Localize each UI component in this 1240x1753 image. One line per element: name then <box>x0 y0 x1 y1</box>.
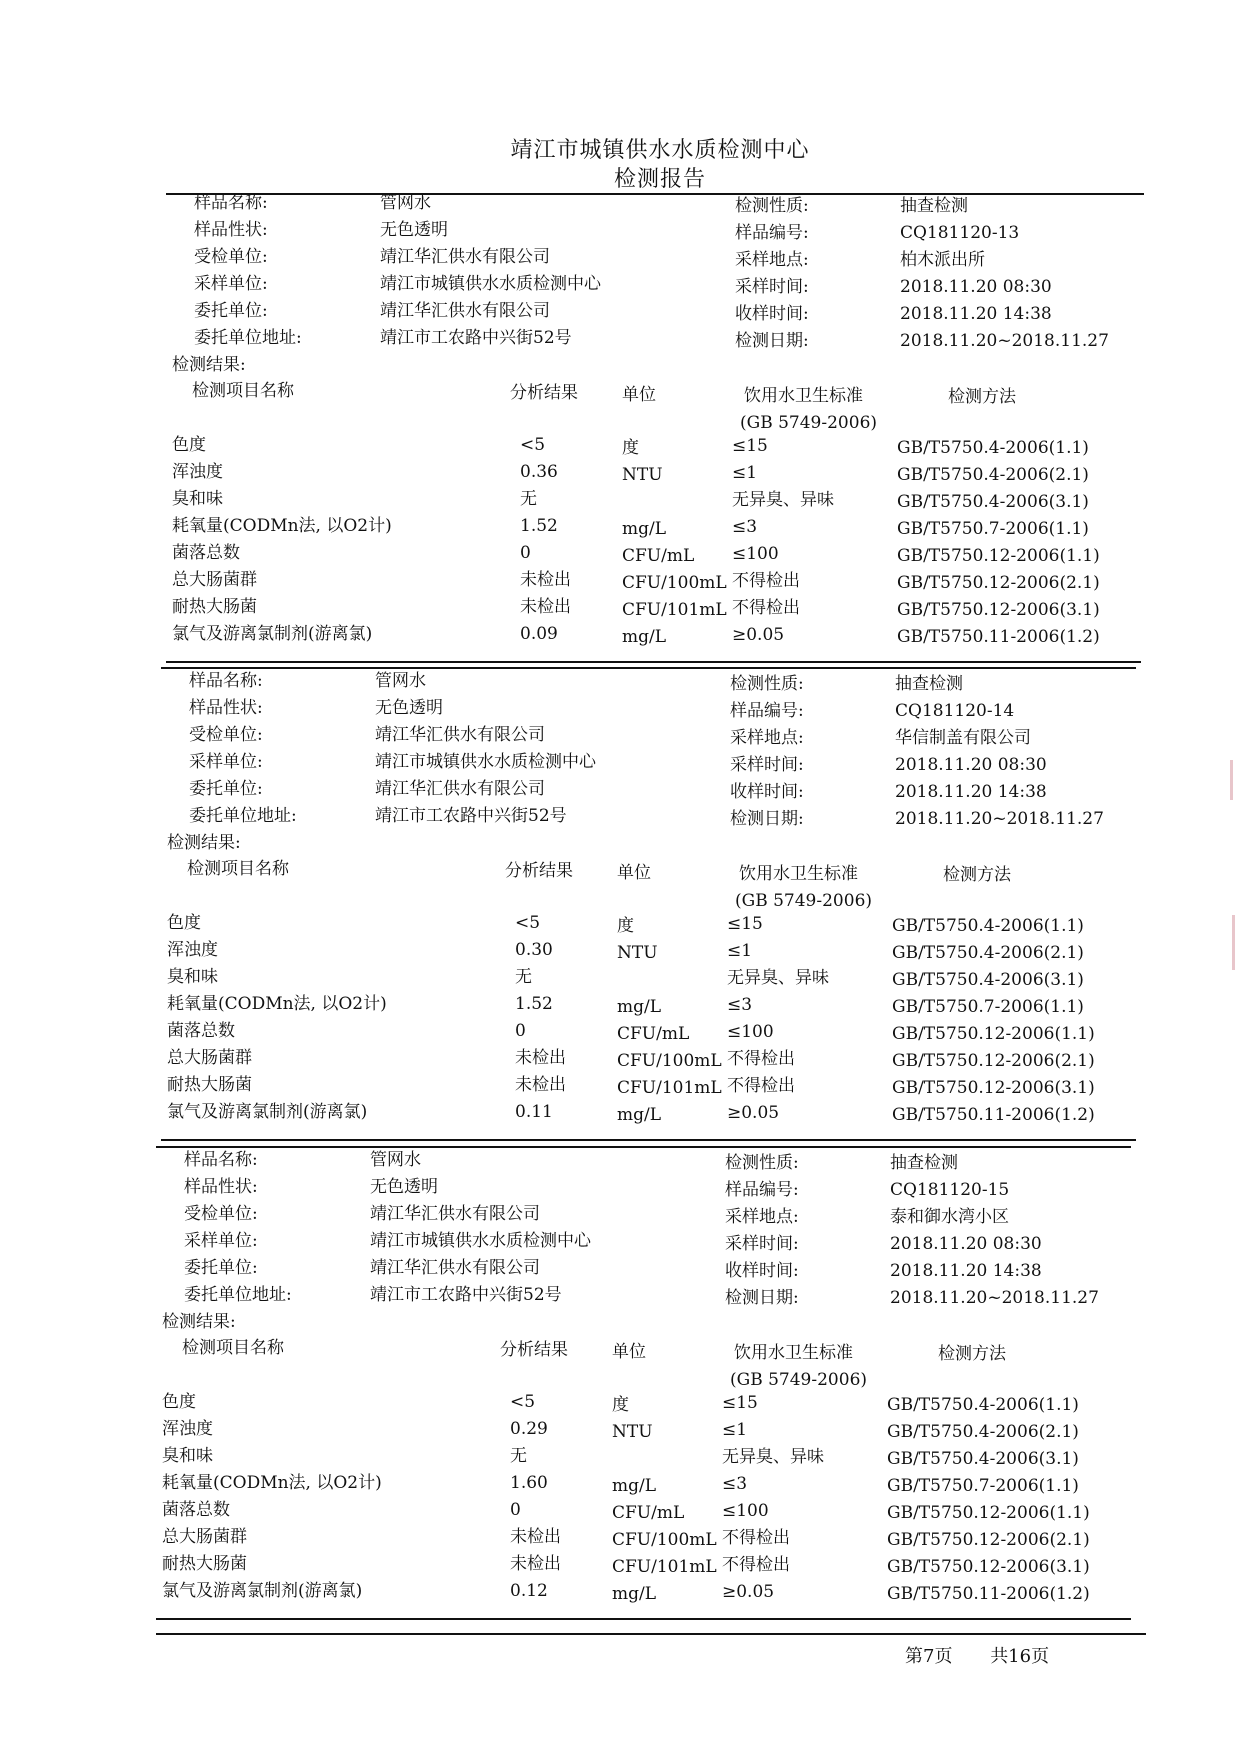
column-header-item: 检测项目名称 <box>182 1338 284 1358</box>
field-label: 采样时间: <box>730 755 804 775</box>
page-total: 共16页 <box>990 1646 1050 1667</box>
result-standard: ≤1 <box>732 463 758 483</box>
page-footer <box>905 1642 1081 1668</box>
field-value: 2018.11.20 08:30 <box>900 277 1052 297</box>
result-item-name: 臭和味 <box>167 967 218 987</box>
result-item-name: 耗氧量(CODMn法, 以O2计) <box>172 516 392 536</box>
result-item-name: 浑浊度 <box>172 462 223 482</box>
sample-section <box>162 1150 1162 1630</box>
result-unit: CFU/100mL <box>612 1530 717 1550</box>
result-standard: 不得检出 <box>722 1555 790 1575</box>
results-heading: 检测结果: <box>167 833 241 853</box>
field-label: 收样时间: <box>730 782 804 802</box>
field-value: 靖江华汇供水有限公司 <box>370 1204 540 1224</box>
result-unit: 度 <box>622 438 639 458</box>
result-value: <5 <box>515 913 541 933</box>
field-value: 管网水 <box>375 671 426 691</box>
field-value: 华信制盖有限公司 <box>895 728 1031 748</box>
section-divider <box>156 1146 1131 1148</box>
result-item-name: 氯气及游离氯制剂(游离氯) <box>162 1581 363 1601</box>
result-item-name: 总大肠菌群 <box>172 570 257 590</box>
result-standard: ≤1 <box>727 941 753 961</box>
field-label: 采样单位: <box>189 752 263 772</box>
field-label: 收样时间: <box>735 304 809 324</box>
result-method: GB/T5750.7-2006(1.1) <box>892 997 1084 1017</box>
field-label: 样品性状: <box>189 698 263 718</box>
result-value: 0.09 <box>520 624 558 644</box>
result-item-name: 氯气及游离氯制剂(游离氯) <box>172 624 373 644</box>
result-item-name: 耗氧量(CODMn法, 以O2计) <box>167 994 387 1014</box>
result-item-name: 总大肠菌群 <box>162 1527 247 1547</box>
scan-edge-mark <box>1232 915 1235 970</box>
field-value: 靖江华汇供水有限公司 <box>375 725 545 745</box>
result-item-name: 菌落总数 <box>172 543 240 563</box>
result-method: GB/T5750.12-2006(1.1) <box>892 1024 1095 1044</box>
field-value: 抽查检测 <box>895 674 963 694</box>
result-standard: 不得检出 <box>732 571 800 591</box>
field-value: 靖江华汇供水有限公司 <box>370 1258 540 1278</box>
result-standard: ≥0.05 <box>732 625 785 645</box>
result-value: 0.12 <box>510 1581 548 1601</box>
result-method: GB/T5750.4-2006(3.1) <box>887 1449 1079 1469</box>
result-method: GB/T5750.12-2006(2.1) <box>897 573 1100 593</box>
result-unit: 度 <box>617 916 634 936</box>
field-value: 靖江市城镇供水水质检测中心 <box>370 1231 591 1251</box>
field-label: 样品编号: <box>725 1180 799 1200</box>
result-standard: ≤15 <box>722 1393 758 1413</box>
field-value: 2018.11.20 14:38 <box>895 782 1047 802</box>
field-label: 样品性状: <box>194 220 268 240</box>
result-value: 0 <box>510 1500 521 1520</box>
field-label: 委托单位地址: <box>194 328 302 348</box>
field-label: 委托单位地址: <box>189 806 297 826</box>
result-method: GB/T5750.4-2006(1.1) <box>887 1395 1079 1415</box>
field-value: 无色透明 <box>380 220 448 240</box>
column-header-method: 检测方法 <box>948 387 1016 407</box>
result-unit: NTU <box>617 943 658 963</box>
field-label: 检测性质: <box>735 196 809 216</box>
result-standard: ≤1 <box>722 1420 748 1440</box>
field-value: 靖江华汇供水有限公司 <box>380 247 550 267</box>
result-value: 无 <box>515 967 532 987</box>
result-value: <5 <box>510 1392 536 1412</box>
column-header-item: 检测项目名称 <box>187 859 289 879</box>
result-method: GB/T5750.4-2006(2.1) <box>892 943 1084 963</box>
result-unit: CFU/100mL <box>617 1051 722 1071</box>
field-label: 委托单位: <box>184 1258 258 1278</box>
field-value: 靖江华汇供水有限公司 <box>375 779 545 799</box>
section-end-divider <box>166 661 1141 663</box>
result-item-name: 菌落总数 <box>167 1021 235 1041</box>
column-header-standard: 饮用水卫生标准 <box>739 864 858 884</box>
result-standard: ≤3 <box>722 1474 748 1494</box>
result-method: GB/T5750.4-2006(1.1) <box>892 916 1084 936</box>
column-header-method: 检测方法 <box>943 865 1011 885</box>
result-standard: 不得检出 <box>732 598 800 618</box>
field-label: 受检单位: <box>184 1204 258 1224</box>
field-value: 2018.11.20 08:30 <box>895 755 1047 775</box>
field-value: 靖江市城镇供水水质检测中心 <box>375 752 596 772</box>
field-value: 2018.11.20~2018.11.27 <box>890 1288 1099 1308</box>
result-standard: ≤100 <box>732 544 779 564</box>
field-label: 收样时间: <box>725 1261 799 1281</box>
result-method: GB/T5750.7-2006(1.1) <box>887 1476 1079 1496</box>
result-unit: CFU/100mL <box>622 573 727 593</box>
result-unit: mg/L <box>622 627 667 647</box>
result-standard: ≤15 <box>732 436 768 456</box>
field-label: 样品性状: <box>184 1177 258 1197</box>
field-value: CQ181120-13 <box>900 223 1020 243</box>
field-label: 样品名称: <box>189 671 263 691</box>
field-label: 检测性质: <box>730 674 804 694</box>
field-label: 采样时间: <box>725 1234 799 1254</box>
field-value: 无色透明 <box>370 1177 438 1197</box>
results-heading: 检测结果: <box>172 355 246 375</box>
result-item-name: 耗氧量(CODMn法, 以O2计) <box>162 1473 382 1493</box>
result-unit: CFU/101mL <box>622 600 727 620</box>
result-method: GB/T5750.12-2006(3.1) <box>897 600 1100 620</box>
result-item-name: 臭和味 <box>172 489 223 509</box>
result-item-name: 菌落总数 <box>162 1500 230 1520</box>
result-standard: ≥0.05 <box>722 1582 775 1602</box>
field-value: 靖江华汇供水有限公司 <box>380 301 550 321</box>
sample-section <box>172 193 1172 673</box>
field-value: CQ181120-15 <box>890 1180 1010 1200</box>
field-label: 采样地点: <box>725 1207 799 1227</box>
column-header-item: 检测项目名称 <box>192 381 294 401</box>
result-unit: mg/L <box>612 1584 657 1604</box>
result-item-name: 耐热大肠菌 <box>162 1554 247 1574</box>
field-label: 采样单位: <box>194 274 268 294</box>
sample-section <box>167 671 1167 1151</box>
result-method: GB/T5750.12-2006(1.1) <box>897 546 1100 566</box>
result-value: 未检出 <box>520 570 571 590</box>
result-method: GB/T5750.11-2006(1.2) <box>887 1584 1090 1604</box>
result-method: GB/T5750.4-2006(2.1) <box>897 465 1089 485</box>
result-item-name: 臭和味 <box>162 1446 213 1466</box>
result-item-name: 浑浊度 <box>167 940 218 960</box>
field-value: 无色透明 <box>375 698 443 718</box>
result-method: GB/T5750.12-2006(2.1) <box>892 1051 1095 1071</box>
field-value: 靖江市工农路中兴街52号 <box>370 1285 562 1305</box>
result-method: GB/T5750.7-2006(1.1) <box>897 519 1089 539</box>
field-value: 管网水 <box>370 1150 421 1170</box>
column-header-result: 分析结果 <box>505 861 573 881</box>
result-value: <5 <box>520 435 546 455</box>
column-header-unit: 单位 <box>612 1342 646 1362</box>
result-value: 未检出 <box>510 1554 561 1574</box>
result-method: GB/T5750.11-2006(1.2) <box>897 627 1100 647</box>
field-label: 委托单位: <box>194 301 268 321</box>
column-header-standard-code: (GB 5749-2006) <box>740 413 878 433</box>
result-item-name: 耐热大肠菌 <box>172 597 257 617</box>
field-value: 管网水 <box>380 193 431 213</box>
result-standard: ≤3 <box>732 517 758 537</box>
field-label: 委托单位地址: <box>184 1285 292 1305</box>
column-header-unit: 单位 <box>622 385 656 405</box>
column-header-unit: 单位 <box>617 863 651 883</box>
field-label: 受检单位: <box>189 725 263 745</box>
page-number: 第7页 <box>905 1646 953 1667</box>
result-standard: ≤15 <box>727 914 763 934</box>
result-value: 未检出 <box>515 1048 566 1068</box>
result-standard: 无异臭、异味 <box>732 490 834 510</box>
result-unit: CFU/mL <box>617 1024 690 1044</box>
section-divider <box>161 667 1136 669</box>
result-method: GB/T5750.12-2006(3.1) <box>887 1557 1090 1577</box>
result-standard: 无异臭、异味 <box>727 968 829 988</box>
column-header-standard-code: (GB 5749-2006) <box>735 891 873 911</box>
bottom-divider <box>156 1633 1146 1635</box>
column-header-standard: 饮用水卫生标准 <box>734 1343 853 1363</box>
field-value: CQ181120-14 <box>895 701 1015 721</box>
field-value: 2018.11.20 08:30 <box>890 1234 1042 1254</box>
result-value: 0.30 <box>515 940 553 960</box>
result-value: 未检出 <box>515 1075 566 1095</box>
result-method: GB/T5750.11-2006(1.2) <box>892 1105 1095 1125</box>
field-label: 委托单位: <box>189 779 263 799</box>
field-value: 靖江市城镇供水水质检测中心 <box>380 274 601 294</box>
field-value: 靖江市工农路中兴街52号 <box>375 806 567 826</box>
result-method: GB/T5750.12-2006(3.1) <box>892 1078 1095 1098</box>
result-unit: CFU/mL <box>612 1503 685 1523</box>
field-label: 采样地点: <box>735 250 809 270</box>
result-item-name: 色度 <box>172 435 206 455</box>
field-label: 样品名称: <box>184 1150 258 1170</box>
result-value: 0.11 <box>515 1102 553 1122</box>
result-standard: ≤100 <box>727 1022 774 1042</box>
section-end-divider <box>161 1139 1136 1141</box>
field-value: 柏木派出所 <box>900 250 985 270</box>
result-method: GB/T5750.12-2006(1.1) <box>887 1503 1090 1523</box>
result-value: 未检出 <box>520 597 571 617</box>
result-item-name: 总大肠菌群 <box>167 1048 252 1068</box>
field-value: 靖江市工农路中兴街52号 <box>380 328 572 348</box>
result-unit: mg/L <box>622 519 667 539</box>
field-value: 抽查检测 <box>890 1153 958 1173</box>
result-standard: 不得检出 <box>727 1076 795 1096</box>
result-value: 无 <box>520 489 537 509</box>
result-value: 0 <box>520 543 531 563</box>
result-unit: 度 <box>612 1395 629 1415</box>
field-value: 2018.11.20 14:38 <box>890 1261 1042 1281</box>
result-unit: CFU/mL <box>622 546 695 566</box>
result-unit: mg/L <box>617 997 662 1017</box>
field-label: 样品编号: <box>735 223 809 243</box>
field-label: 检测日期: <box>730 809 804 829</box>
column-header-result: 分析结果 <box>500 1340 568 1360</box>
result-standard: ≥0.05 <box>727 1103 780 1123</box>
header-divider <box>166 193 1144 195</box>
field-label: 检测日期: <box>725 1288 799 1308</box>
result-value: 1.60 <box>510 1473 548 1493</box>
result-value: 0 <box>515 1021 526 1041</box>
scan-edge-mark <box>1230 760 1233 800</box>
field-label: 采样时间: <box>735 277 809 297</box>
field-value: 2018.11.20 14:38 <box>900 304 1052 324</box>
field-label: 检测日期: <box>735 331 809 351</box>
result-value: 0.36 <box>520 462 558 482</box>
report-title: 检测报告 <box>613 167 706 192</box>
result-item-name: 浑浊度 <box>162 1419 213 1439</box>
results-heading: 检测结果: <box>162 1312 236 1332</box>
result-standard: 不得检出 <box>727 1049 795 1069</box>
result-value: 1.52 <box>520 516 558 536</box>
column-header-standard-code: (GB 5749-2006) <box>730 1370 868 1390</box>
result-standard: 不得检出 <box>722 1528 790 1548</box>
result-value: 0.29 <box>510 1419 548 1439</box>
result-method: GB/T5750.4-2006(3.1) <box>897 492 1089 512</box>
field-value: 2018.11.20~2018.11.27 <box>900 331 1109 351</box>
result-unit: mg/L <box>617 1105 662 1125</box>
result-unit: CFU/101mL <box>617 1078 722 1098</box>
result-item-name: 氯气及游离氯制剂(游离氯) <box>167 1102 368 1122</box>
field-label: 样品编号: <box>730 701 804 721</box>
column-header-result: 分析结果 <box>510 383 578 403</box>
field-label: 受检单位: <box>194 247 268 267</box>
column-header-standard: 饮用水卫生标准 <box>744 386 863 406</box>
result-standard: ≤3 <box>727 995 753 1015</box>
field-value: 泰和御水湾小区 <box>890 1207 1009 1227</box>
report-org-title: 靖江市城镇供水水质检测中心 <box>510 138 810 163</box>
field-label: 检测性质: <box>725 1153 799 1173</box>
result-value: 1.52 <box>515 994 553 1014</box>
result-item-name: 色度 <box>162 1392 196 1412</box>
field-label: 样品名称: <box>194 193 268 213</box>
result-unit: NTU <box>612 1422 653 1442</box>
section-end-divider <box>156 1618 1131 1620</box>
result-item-name: 耐热大肠菌 <box>167 1075 252 1095</box>
result-item-name: 色度 <box>167 913 201 933</box>
result-value: 无 <box>510 1446 527 1466</box>
field-label: 采样地点: <box>730 728 804 748</box>
result-unit: mg/L <box>612 1476 657 1496</box>
result-value: 未检出 <box>510 1527 561 1547</box>
result-method: GB/T5750.4-2006(3.1) <box>892 970 1084 990</box>
result-standard: ≤100 <box>722 1501 769 1521</box>
result-method: GB/T5750.12-2006(2.1) <box>887 1530 1090 1550</box>
result-method: GB/T5750.4-2006(2.1) <box>887 1422 1079 1442</box>
column-header-method: 检测方法 <box>938 1344 1006 1364</box>
field-value: 抽查检测 <box>900 196 968 216</box>
result-standard: 无异臭、异味 <box>722 1447 824 1467</box>
result-method: GB/T5750.4-2006(1.1) <box>897 438 1089 458</box>
result-unit: NTU <box>622 465 663 485</box>
field-label: 采样单位: <box>184 1231 258 1251</box>
field-value: 2018.11.20~2018.11.27 <box>895 809 1104 829</box>
result-unit: CFU/101mL <box>612 1557 717 1577</box>
